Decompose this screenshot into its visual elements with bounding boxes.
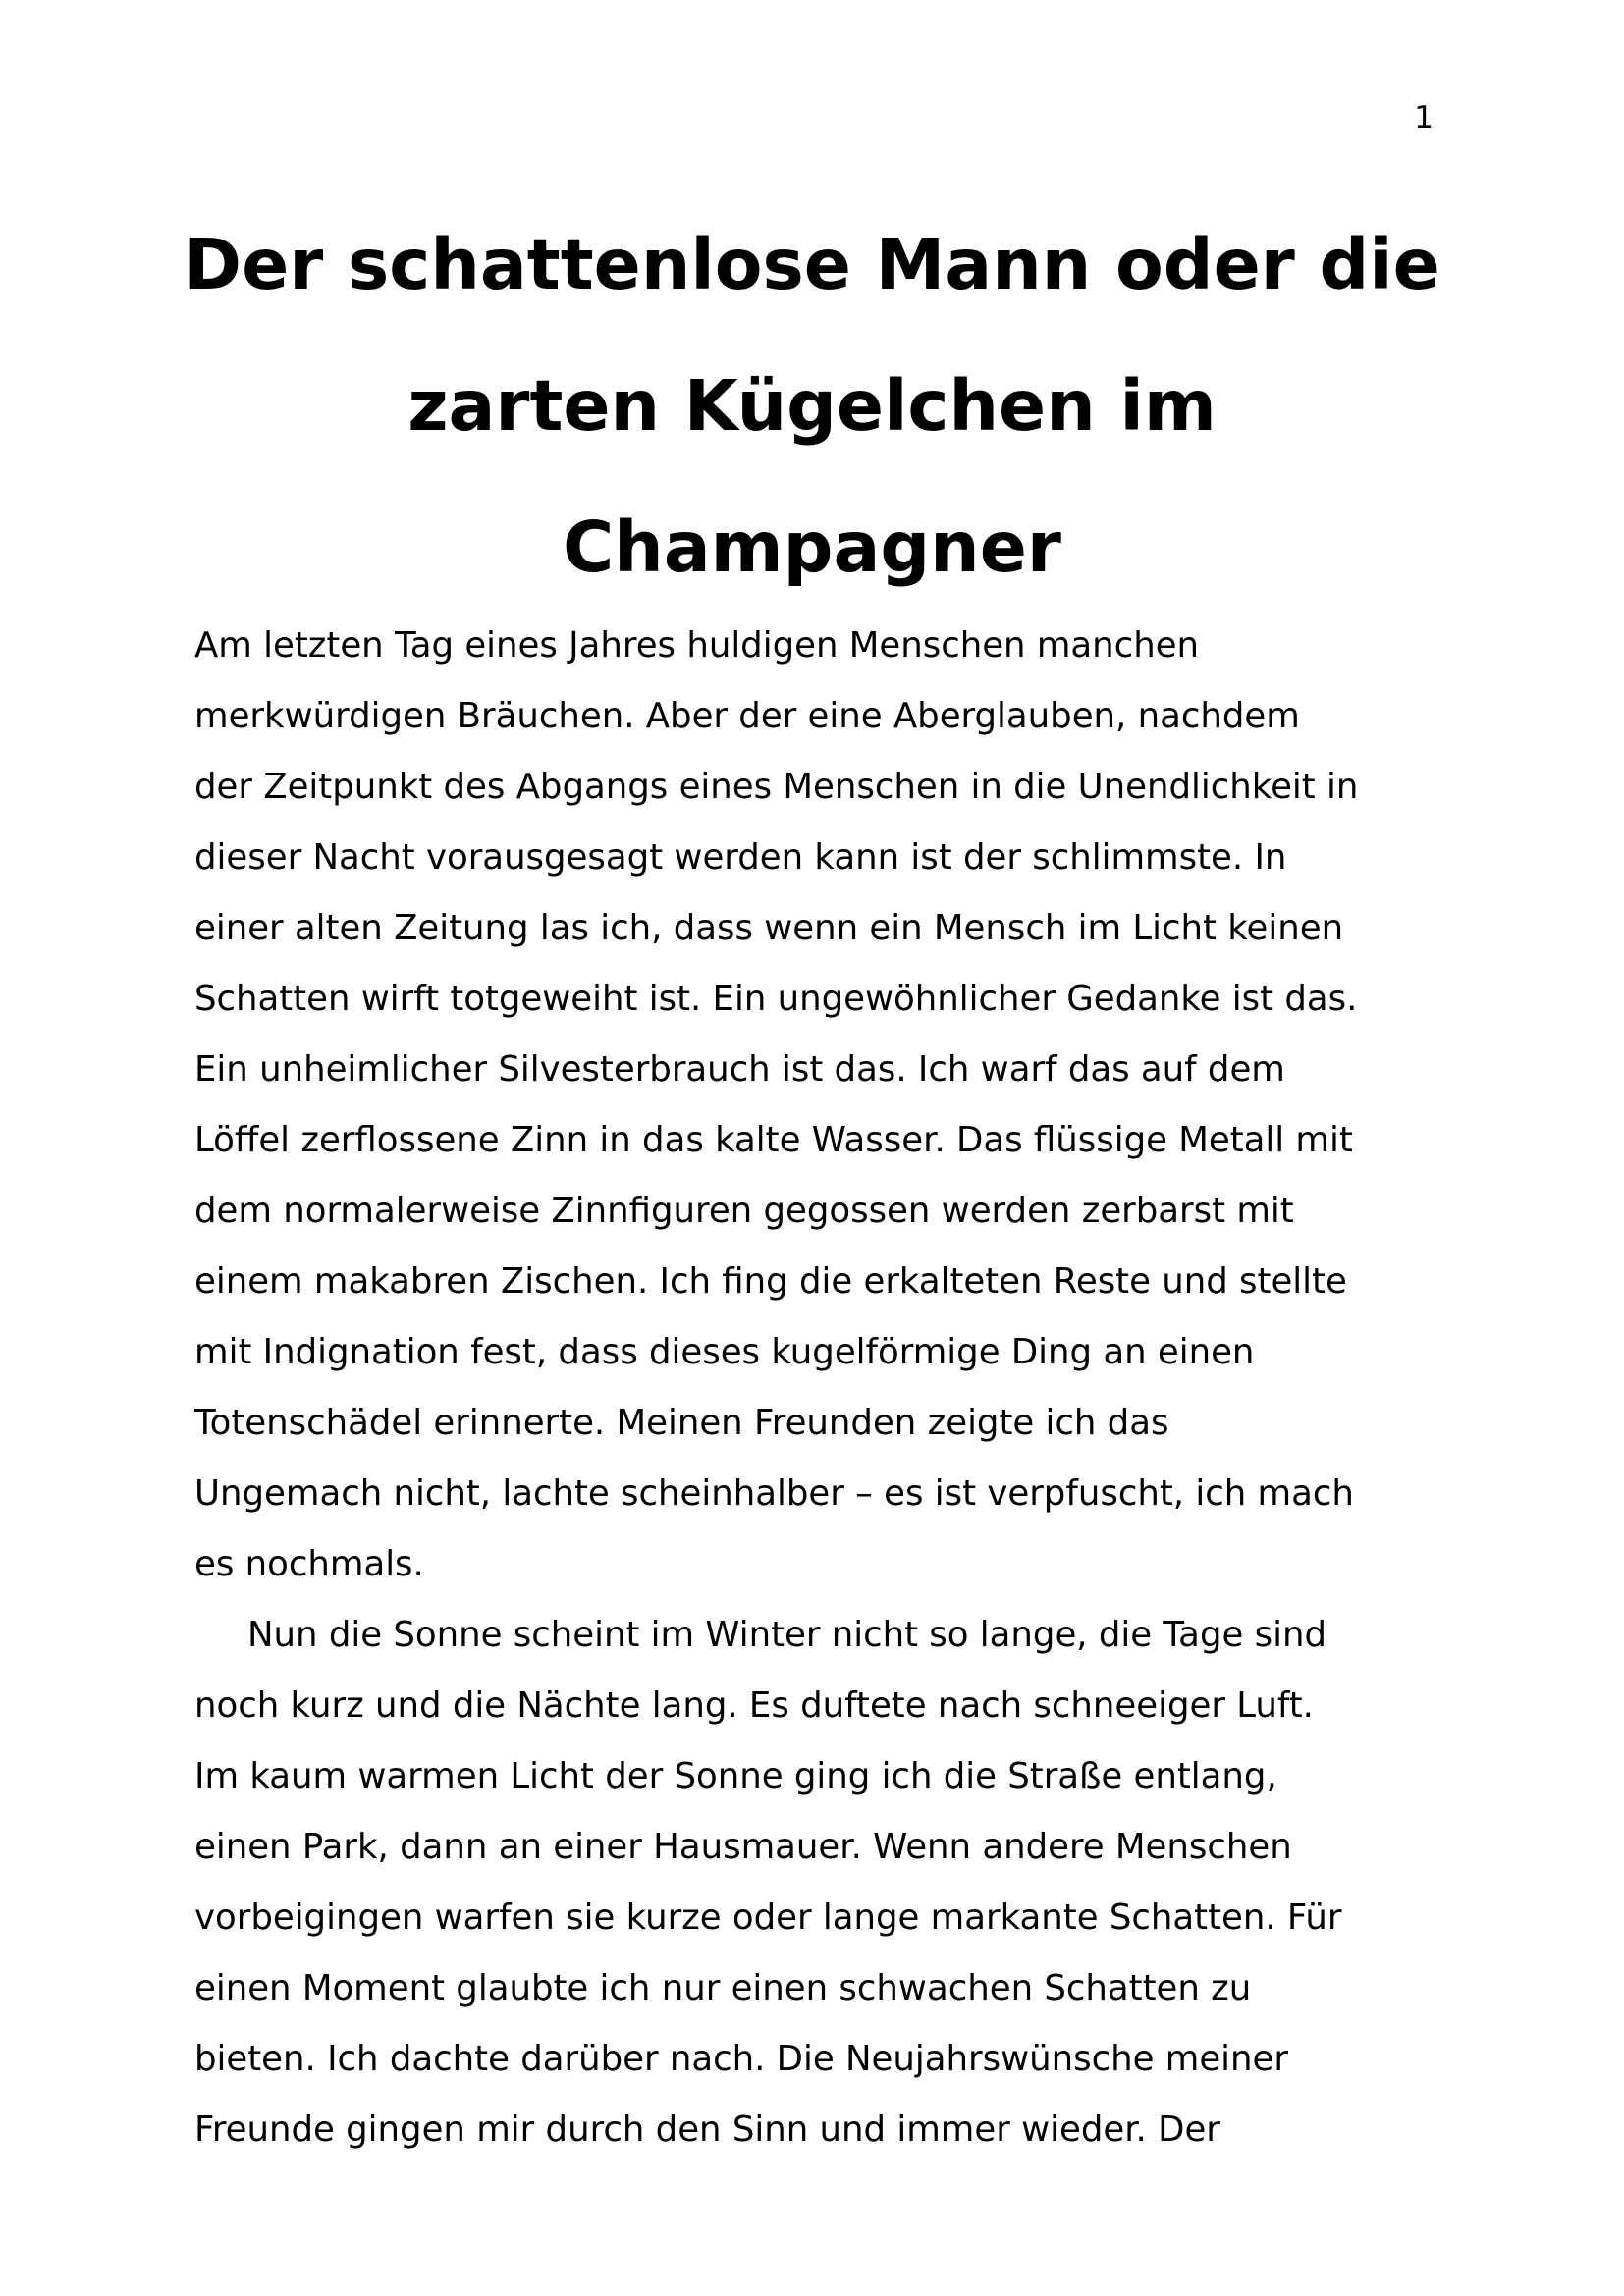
text-line: merkwürdigen Bräuchen. Aber der eine Aberglauben, nachdem xyxy=(194,696,1300,736)
text-line: Freunde gingen mir durch den Sinn und immer wieder. Der xyxy=(194,2109,1220,2150)
title-line: Champagner xyxy=(563,507,1061,588)
body-text xyxy=(194,611,1471,2165)
text-line: einen Park, dann an einer Hausmauer. Wenn andere Menschen xyxy=(194,1827,1292,1867)
text-line: bieten. Ich dachte darüber nach. Die Neujahrswünsche meiner xyxy=(194,2039,1288,2079)
text-line: es nochmals. xyxy=(194,1544,424,1584)
text-line: dieser Nacht vorausgesagt werden kann ist der schlimmste. In xyxy=(194,837,1287,878)
text-line: Im kaum warmen Licht der Sonne ging ich die Straße entlang, xyxy=(194,1756,1277,1796)
text-line: noch kurz und die Nächte lang. Es duftete nach schneeiger Luft. xyxy=(194,1685,1314,1726)
page-number: 1 xyxy=(1414,100,1434,135)
text-line: Am letzten Tag eines Jahres huldigen Menschen manchen xyxy=(194,625,1200,666)
text-line: der Zeitpunkt des Abgangs eines Menschen in die Unendlichkeit in xyxy=(194,767,1359,807)
text-line: mit Indignation fest, dass dieses kugelförmige Ding an einen xyxy=(194,1332,1255,1372)
text-line: dem normalerweise Zinnfiguren gegossen werden zerbarst mit xyxy=(194,1191,1294,1231)
text-line: einer alten Zeitung las ich, dass wenn ein Mensch im Licht keinen xyxy=(194,908,1344,948)
text-line: Ungemach nicht, lachte scheinhalber – es ist verpfuscht, ich mach xyxy=(194,1473,1354,1514)
text-line: vorbeigingen warfen sie kurze oder lange markante Schatten. Für xyxy=(194,1897,1342,1938)
text-line: Schatten wirft totgeweiht ist. Ein ungewöhnlicher Gedanke ist das. xyxy=(194,979,1358,1019)
text-line: Totenschädel erinnerte. Meinen Freunden zeigte ich das xyxy=(194,1403,1169,1443)
text-line: Ein unheimlicher Silvesterbrauch ist das. Ich warf das auf dem xyxy=(194,1049,1285,1090)
document-title xyxy=(147,194,1477,618)
text-line: Nun die Sonne scheint im Winter nicht so lange, die Tage sind xyxy=(247,1615,1326,1655)
title-line: zarten Kügelchen im xyxy=(407,365,1217,447)
title-line: Der schattenlose Mann oder die xyxy=(184,224,1440,305)
text-line: einen Moment glaubte ich nur einen schwachen Schatten zu xyxy=(194,1968,1252,2008)
text-line: Löffel zerflossene Zinn in das kalte Wasser. Das flüssige Metall mit xyxy=(194,1120,1353,1160)
paragraph xyxy=(194,611,1471,1600)
paragraph xyxy=(194,1600,1471,2165)
text-line: einem makabren Zischen. Ich fing die erkalteten Reste und stellte xyxy=(194,1261,1347,1302)
